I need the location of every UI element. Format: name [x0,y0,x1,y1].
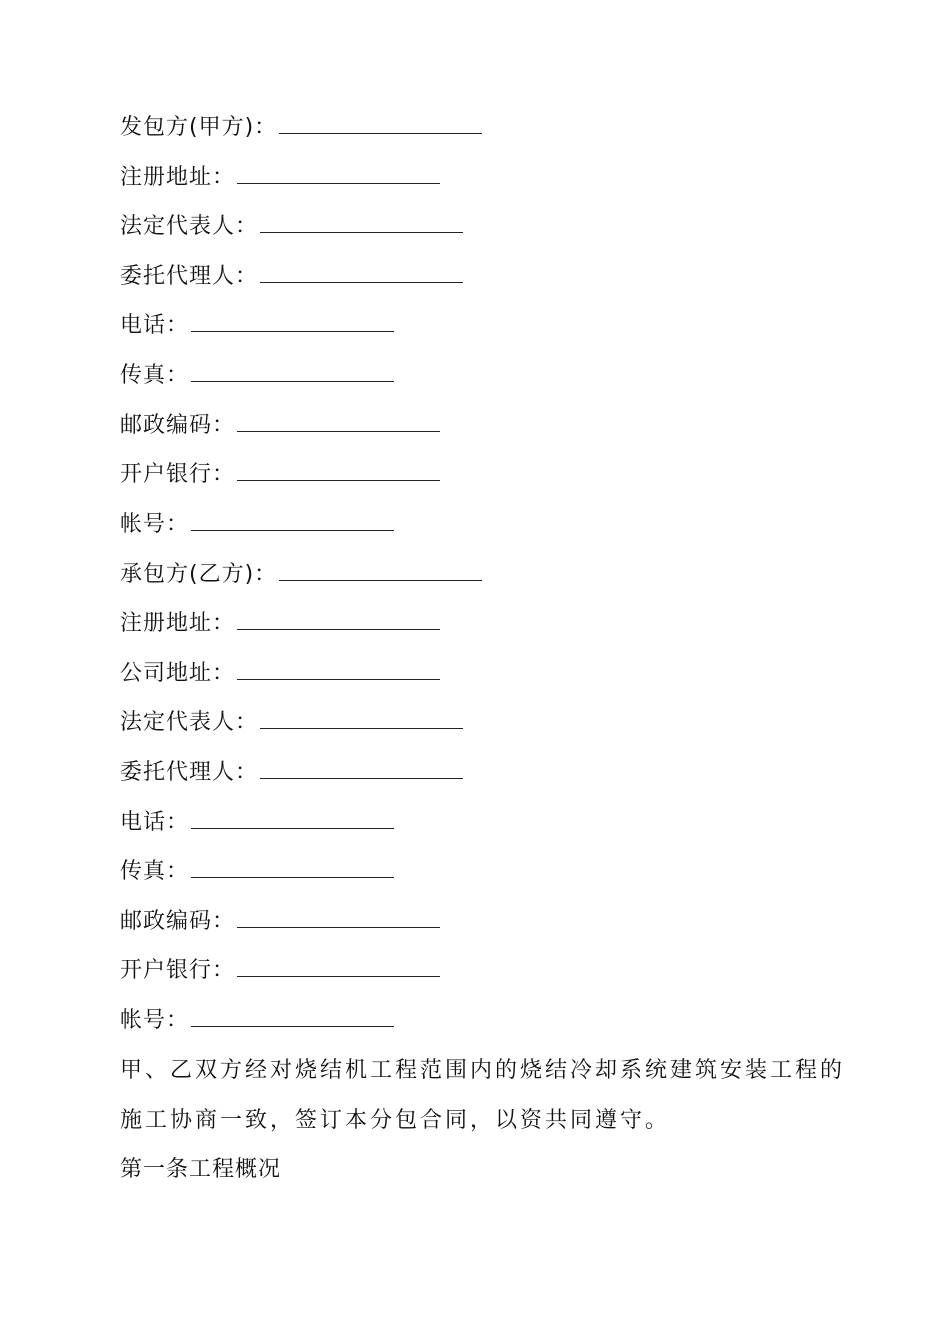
party-a-field-row [120,460,440,490]
fill-in-blank [191,361,394,382]
party-a-title: 发包方(甲方)： [120,115,278,140]
fill-in-blank [237,659,440,680]
party-b-title: 承包方(乙方)： [120,562,278,587]
party-b-field-label: 法定代表人： [120,710,259,735]
party-a-field-row [120,311,394,341]
party-a-field-label: 邮政编码： [120,413,236,438]
party-b-field-label: 注册地址： [120,611,236,636]
party-a-title-row [120,113,482,143]
party-b-field-row [120,857,394,887]
party-b-field-row [120,708,463,738]
party-b-field-row [120,1006,394,1036]
party-a-field-label: 电话： [120,313,190,338]
fill-in-blank [237,411,440,432]
party-a-name-blank [279,113,482,134]
party-a-field-row [120,163,440,193]
fill-in-blank [191,311,394,332]
party-a-field-row [120,510,394,540]
party-b-field-row [120,956,440,986]
fill-in-blank [237,163,440,184]
party-a-field-label: 开户银行： [120,462,236,487]
party-a-field-row [120,212,463,242]
party-b-field-row [120,609,440,639]
party-b-field-label: 帐号： [120,1008,190,1033]
party-a-field-label: 法定代表人： [120,214,259,239]
party-a-field-row [120,411,440,441]
fill-in-blank [237,956,440,977]
party-b-field-row [120,907,440,937]
fill-in-blank [237,907,440,928]
party-b-field-label: 委托代理人： [120,760,259,785]
fill-in-blank [260,212,463,233]
fill-in-blank [191,808,394,829]
agreement-paragraph-line-1: 甲、乙双方经对烧结机工程范围内的烧结冷却系统建筑安装工程的 [120,1058,846,1083]
party-a-field-label: 委托代理人： [120,264,259,289]
party-b-title-row [120,560,482,590]
party-b-field-label: 电话： [120,810,190,835]
party-b-field-label: 邮政编码： [120,909,236,934]
fill-in-blank [191,510,394,531]
fill-in-blank [260,758,463,779]
fill-in-blank [237,609,440,630]
party-a-field-label: 帐号： [120,512,190,537]
party-b-field-row [120,659,440,689]
fill-in-blank [191,857,394,878]
fill-in-blank [260,708,463,729]
section-heading: 第一条工程概况 [120,1157,282,1182]
party-b-field-row [120,758,463,788]
fill-in-blank [260,262,463,283]
party-b-field-label: 公司地址： [120,661,236,686]
party-a-field-row [120,361,394,391]
party-a-field-row [120,262,463,292]
party-b-field-label: 开户银行： [120,958,236,983]
party-b-field-label: 传真： [120,859,190,884]
party-a-field-label: 传真： [120,363,190,388]
fill-in-blank [237,460,440,481]
agreement-paragraph-line-2: 施工协商一致，签订本分包合同，以资共同遵守。 [120,1108,671,1133]
fill-in-blank [191,1006,394,1027]
party-b-name-blank [279,560,482,581]
party-b-field-row [120,808,394,838]
party-a-field-label: 注册地址： [120,165,236,190]
